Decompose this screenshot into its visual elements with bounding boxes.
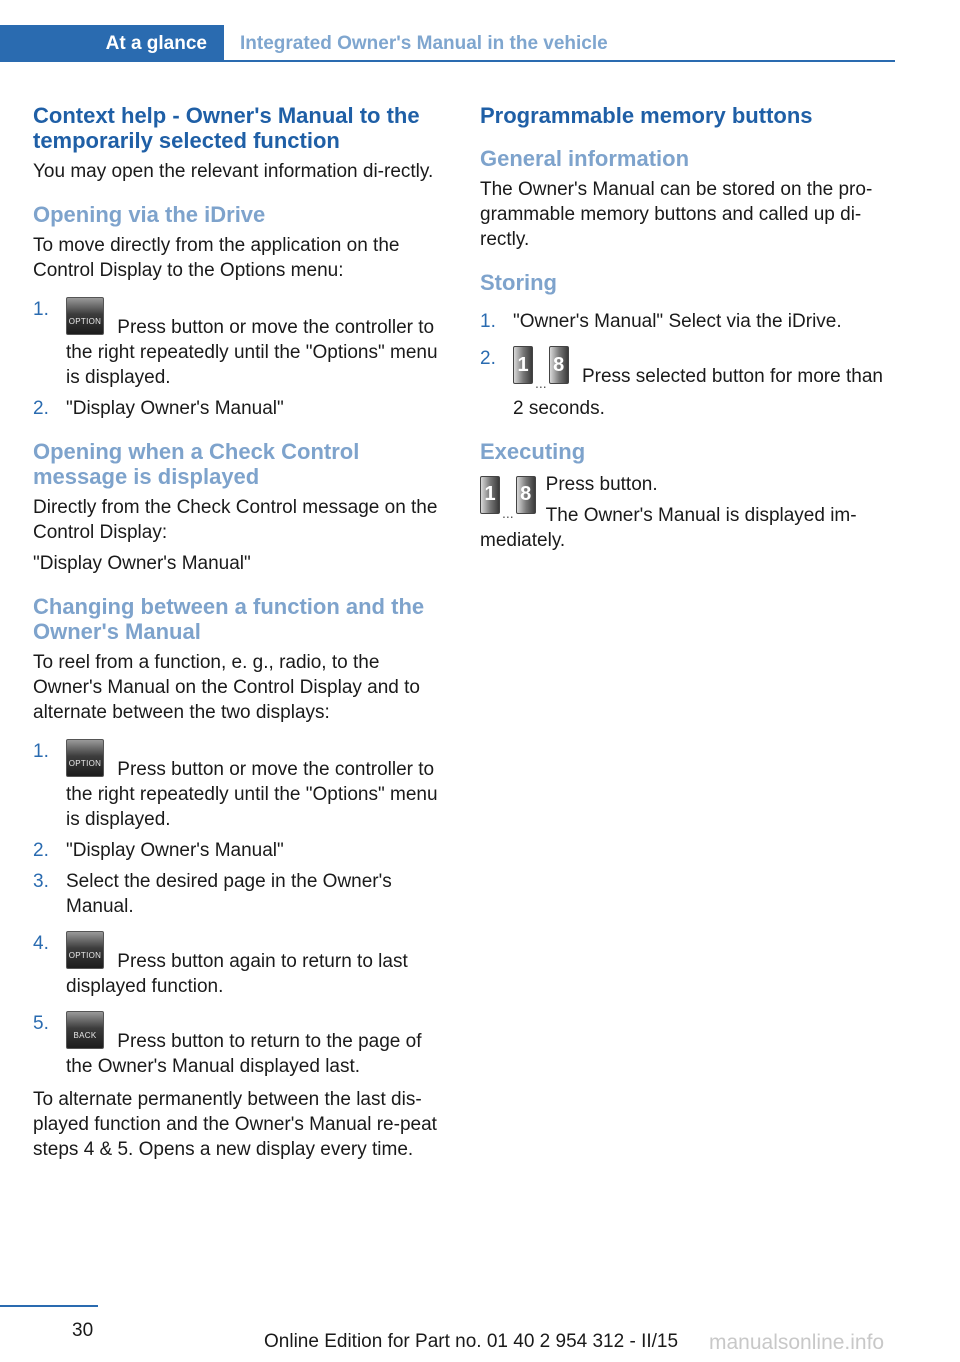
back-button-icon: BACK [66, 1011, 104, 1049]
context-help-title: Context help - Owner's Manual to the temporarily selected function [33, 103, 420, 153]
step-text: Press button to return to the page of the Owner's Manual displayed last. [66, 1031, 422, 1077]
executing-line2: The Owner's Manual is displayed im-mediately. [480, 505, 857, 551]
memory-key-8-icon: 8 [549, 346, 569, 384]
step-number: 1. [480, 311, 496, 332]
option-button-icon: OPTION [66, 739, 104, 777]
step-number: 2. [480, 348, 496, 369]
step-text: Press button again to return to last displayed function. [66, 951, 408, 997]
changing-steps [33, 739, 448, 1079]
page-number: 30 [72, 1320, 94, 1341]
executing-block [480, 472, 895, 553]
memory-key-1-icon: 1 [480, 476, 500, 514]
list-item [33, 1011, 448, 1079]
step-text: "Display Owner's Manual" [66, 840, 284, 861]
page-header [0, 25, 895, 62]
idrive-heading: Opening via the iDrive [33, 202, 266, 227]
executing-heading: Executing [480, 439, 586, 464]
step-text: "Owner's Manual" Select via the iDrive. [513, 311, 842, 332]
step-number: 3. [33, 871, 49, 892]
check-control-heading: Opening when a Check Control message is displayed [33, 439, 360, 489]
changing-outro: To alternate permanently between the last dis-played function and the Owner's Manual re-peat steps 4 & 5. Opens a new display every time. [33, 1089, 437, 1160]
edition-text: Online Edition for Part no. 01 40 2 954 312 - II/15 [264, 1331, 679, 1352]
option-button-icon: OPTION [66, 931, 104, 969]
header-rule [0, 60, 895, 62]
list-item [33, 869, 448, 919]
step-text: Press button or move the controller to the right repeatedly until the "Options" menu is displayed. [66, 759, 438, 830]
changing-heading: Changing between a function and the Owner's Manual [33, 594, 425, 644]
step-text: Select the desired page in the Owner's Manual. [66, 871, 392, 917]
step-text: Press button or move the controller to the right repeatedly until the "Options" menu is displayed. [66, 317, 438, 388]
right-column [480, 103, 895, 559]
memory-key-8-icon: 8 [516, 476, 536, 514]
context-help-intro: You may open the relevant information di-rectly. [33, 161, 434, 182]
storing-steps [480, 309, 895, 421]
list-item [33, 739, 448, 832]
memory-keys-icon: 1 ... 8 [513, 346, 569, 396]
step-number: 2. [33, 398, 49, 419]
memory-buttons-title: Programmable memory buttons [480, 103, 813, 128]
step-number: 1. [33, 299, 49, 320]
step-number: 4. [33, 933, 49, 954]
check-control-text: Directly from the Check Control message on the Control Display: [33, 497, 438, 543]
list-item [33, 931, 448, 999]
section-tab[interactable]: At a glance [0, 25, 224, 62]
step-number: 5. [33, 1013, 49, 1034]
step-text: "Display Owner's Manual" [66, 398, 284, 419]
list-item [480, 346, 895, 421]
idrive-text: To move directly from the application on the Control Display to the Options menu: [33, 235, 400, 281]
general-info-text: The Owner's Manual can be stored on the pro-grammable memory buttons and called up di-rectly. [480, 179, 873, 250]
check-control-command: "Display Owner's Manual" [33, 553, 251, 574]
chapter-tab[interactable]: Integrated Owner's Manual in the vehicle [240, 32, 608, 54]
option-button-icon: OPTION [66, 297, 104, 335]
list-item [33, 838, 448, 863]
step-number: 1. [33, 741, 49, 762]
list-item [480, 309, 895, 334]
list-item [33, 396, 448, 421]
step-number: 2. [33, 840, 49, 861]
executing-line1: Press button. [545, 474, 658, 495]
list-item [33, 297, 448, 390]
step-text: Press selected button for more than 2 seconds. [513, 366, 883, 419]
left-column [33, 103, 448, 1168]
storing-heading: Storing [480, 270, 557, 295]
footer-rule [0, 1305, 98, 1307]
general-info-heading: General information [480, 146, 690, 171]
memory-key-1-icon: 1 [513, 346, 533, 384]
idrive-steps [33, 297, 448, 421]
memory-keys-icon: 1 ... 8 [480, 476, 536, 521]
watermark: manualsonline.info [709, 1331, 885, 1354]
changing-text: To reel from a function, e. g., radio, to the Owner's Manual on the Control Display and to alternate between the two displays: [33, 652, 420, 723]
